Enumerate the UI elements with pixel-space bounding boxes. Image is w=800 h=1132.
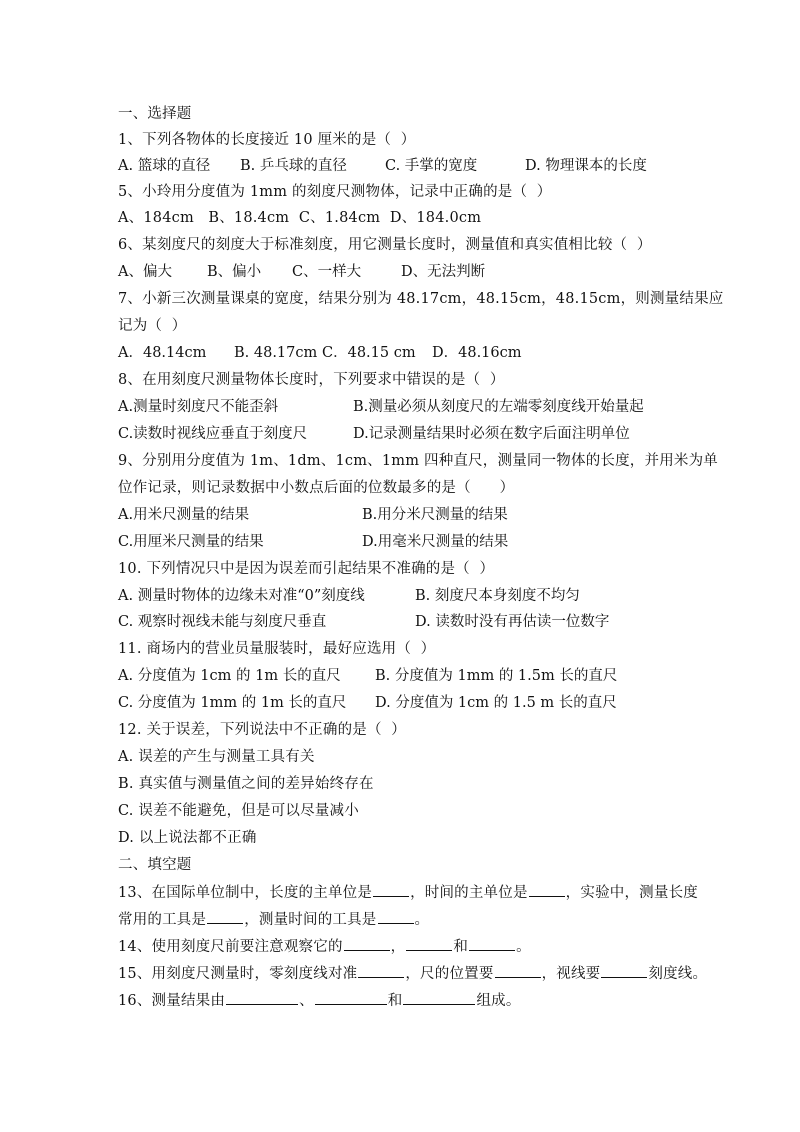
question-11-stem: 11. 商场内的营业员量服装时，最好应选用（ ） — [118, 641, 436, 657]
question-8-option-a: A.测量时刻度尺不能歪斜 — [118, 399, 279, 415]
question-13-line-1 — [118, 882, 698, 903]
section-title-fill-blank: 二、填空题 — [118, 857, 192, 873]
question-1-option-a: A. 篮球的直径 — [118, 158, 211, 174]
question-7-option-d: D．48.16cm — [432, 345, 522, 361]
question-1-option-d: D. 物理课本的长度 — [525, 158, 647, 174]
question-15-text-2: ，尺的位置要 — [405, 966, 494, 982]
question-6-stem: 6、某刻度尺的刻度大于标准刻度，用它测量长度时，测量值和真实值相比较（ ） — [118, 237, 652, 253]
question-14-text-4: 。 — [516, 939, 531, 955]
answer-blank — [601, 963, 647, 978]
question-9-stem-line-1: 9、分别用分度值为 1m、1dm、1cm、1mm 四种直尺，测量同一物体的长度，并用米为单 — [118, 453, 718, 469]
question-7-option-a: A．48.14cm — [118, 345, 207, 361]
question-16-text-4: 组成。 — [476, 993, 521, 1009]
question-6-option-a: A、偏大 — [118, 264, 172, 280]
question-14-text-2: ， — [390, 939, 406, 955]
question-12-stem: 12. 关于误差，下列说法中不正确的是（ ） — [118, 722, 406, 738]
question-11-option-b: B. 分度值为 1mm 的 1.5m 长的直尺 — [375, 668, 618, 684]
question-15-text-3: ，视线要 — [541, 966, 601, 982]
answer-blank — [226, 990, 298, 1005]
question-1-option-b: B. 乒乓球的直径 — [240, 158, 347, 174]
question-14-text-1: 14、使用刻度尺前要注意观察它的 — [118, 939, 343, 955]
question-13-text-6: 。 — [414, 912, 430, 928]
question-11-option-d: D. 分度值为 1cm 的 1.5 m 长的直尺 — [375, 695, 617, 711]
question-10-option-b: B. 刻度尺本身刻度不均匀 — [415, 588, 580, 604]
answer-blank — [344, 936, 390, 951]
question-11-option-c: C. 分度值为 1mm 的 1m 长的直尺 — [118, 695, 347, 711]
question-13-text-5: ，测量时间的工具是 — [244, 912, 377, 928]
question-10-stem: 10. 下列情况只中是因为误差而引起结果不准确的是（ ） — [118, 561, 495, 577]
question-7-option-b: B. 48.17cm — [234, 345, 318, 361]
question-12-option-a: A. 误差的产生与测量工具有关 — [118, 749, 315, 765]
question-5-options: A、184cm B、18.4cm C、1.84cm D、184.0cm — [118, 210, 482, 226]
question-14-text-3: 和 — [453, 939, 469, 955]
answer-blank — [406, 936, 452, 951]
question-13-text-4: 常用的工具是 — [118, 912, 207, 928]
question-1-option-c: C. 手掌的宽度 — [385, 158, 478, 174]
question-15 — [118, 963, 707, 984]
question-13-text-1: 13、在国际单位制中，长度的主单位是 — [118, 885, 373, 901]
question-16-text-1: 16、测量结果由 — [118, 993, 226, 1009]
question-15-text-1: 15、用刻度尺测量时，零刻度线对准 — [118, 966, 358, 982]
question-6-option-c: C、一样大 — [292, 264, 362, 280]
question-1-stem: 1、下列各物体的长度接近 10 厘米的是（ ） — [118, 132, 416, 148]
question-7-option-c: C．48.15 cm — [322, 345, 416, 361]
question-6-option-d: D、无法判断 — [401, 264, 486, 280]
question-13-text-2: ，时间的主单位是 — [410, 885, 528, 901]
answer-blank — [378, 909, 414, 924]
answer-blank — [495, 963, 541, 978]
answer-blank — [529, 882, 565, 897]
question-9-option-a: A.用米尺测量的结果 — [118, 507, 250, 523]
question-13-line-2 — [118, 909, 429, 930]
question-9-option-c: C.用厘米尺测量的结果 — [118, 534, 264, 550]
question-9-stem-line-2: 位作记录，则记录数据中小数点后面的位数最多的是（ ） — [118, 480, 515, 496]
answer-blank — [403, 990, 475, 1005]
question-6-option-b: B、偏小 — [207, 264, 262, 280]
question-10-option-c: C. 观察时视线未能与刻度尺垂直 — [118, 614, 327, 630]
answer-blank — [207, 909, 243, 924]
question-7-stem-line-2: 记为（ ） — [118, 318, 187, 334]
question-7-stem-line-1: 7、小新三次测量课桌的宽度，结果分别为 48.17cm，48.15cm，48.15cm，则测量结果应 — [118, 291, 724, 307]
answer-blank — [373, 882, 409, 897]
question-8-option-c: C.读数时视线应垂直于刻度尺 — [118, 426, 308, 442]
question-10-option-d: D. 读数时没有再估读一位数字 — [415, 614, 610, 630]
question-15-text-4: 刻度线。 — [648, 966, 708, 982]
question-11-option-a: A. 分度值为 1cm 的 1m 长的直尺 — [118, 668, 341, 684]
question-5-stem: 5、小玲用分度值为 1mm 的刻度尺测物体，记录中正确的是（ ） — [118, 184, 552, 200]
question-9-option-b: B.用分米尺测量的结果 — [362, 507, 508, 523]
question-10-option-a: A. 测量时物体的边缘未对准“0”刻度线 — [118, 588, 365, 604]
question-16-text-2: 、 — [299, 993, 314, 1009]
question-12-option-c: C. 误差不能避免，但是可以尽量减小 — [118, 803, 359, 819]
question-12-option-b: B. 真实值与测量值之间的差异始终存在 — [118, 776, 374, 792]
answer-blank — [358, 963, 404, 978]
question-8-option-b: B.测量必须从刻度尺的左端零刻度线开始量起 — [353, 399, 644, 415]
question-9-option-d: D.用毫米尺测量的结果 — [362, 534, 509, 550]
question-16 — [118, 990, 521, 1011]
question-13-text-3: ，实验中，测量长度 — [565, 885, 698, 901]
question-12-option-d: D. 以上说法都不正确 — [118, 830, 257, 846]
answer-blank — [469, 936, 515, 951]
section-title-choice: 一、选择题 — [118, 106, 192, 122]
question-8-option-d: D.记录测量结果时必须在数字后面注明单位 — [353, 426, 630, 442]
question-14 — [118, 936, 531, 957]
question-16-text-3: 和 — [387, 993, 403, 1009]
question-8-stem: 8、在用刻度尺测量物体长度时，下列要求中错误的是（ ） — [118, 372, 505, 388]
answer-blank — [315, 990, 387, 1005]
